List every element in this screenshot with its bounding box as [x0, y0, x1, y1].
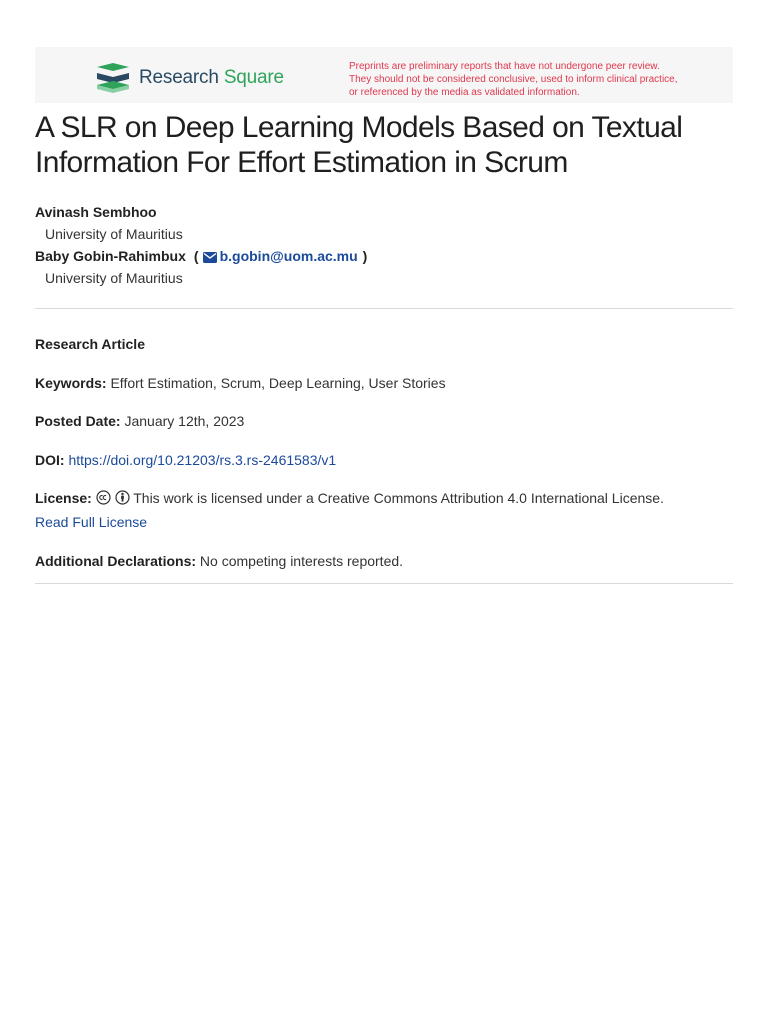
- declarations-row: [35, 549, 735, 573]
- disclaimer-line: Preprints are preliminary reports that have not undergone peer review.: [349, 61, 660, 72]
- license-label: License:: [35, 490, 92, 506]
- author-affiliation: University of Mauritius: [45, 226, 183, 242]
- paper-title: A SLR on Deep Learning Models Based on Textual Information For Effort Estimation in Scrum: [35, 111, 683, 179]
- author-name: Baby Gobin-Rahimbux: [35, 248, 186, 264]
- posted-date-label: Posted Date:: [35, 413, 121, 429]
- author-affiliation: University of Mauritius: [45, 270, 183, 286]
- read-full-license-link[interactable]: Read Full License: [35, 514, 148, 530]
- keywords-value: Effort Estimation, Scrum, Deep Learning, User Stories: [110, 375, 446, 391]
- open-paren: (: [193, 248, 199, 264]
- declarations-value: No competing interests reported.: [199, 553, 404, 569]
- author-name: Avinash Sembhoo: [35, 204, 157, 220]
- header-banner: [35, 47, 733, 103]
- preprint-disclaimer: [349, 60, 729, 99]
- divider: [35, 583, 733, 584]
- author-email: b.gobin@uom.ac.mu: [219, 248, 358, 264]
- creative-commons-icon: [96, 490, 111, 505]
- author-email-link[interactable]: [203, 248, 358, 264]
- keywords-label: Keywords:: [35, 375, 107, 391]
- research-square-logo[interactable]: [95, 63, 284, 93]
- close-paren: ): [362, 248, 368, 264]
- keywords-row: [35, 371, 735, 395]
- brand-name: [139, 67, 284, 89]
- license-row: [35, 486, 735, 534]
- disclaimer-line: or referenced by the media as validated information.: [349, 87, 580, 98]
- brand-name-square: Square: [223, 67, 284, 88]
- declarations-label: Additional Declarations:: [35, 553, 197, 569]
- posted-date-row: [35, 409, 735, 433]
- envelope-icon: [203, 252, 217, 263]
- brand-name-research: Research: [139, 67, 219, 88]
- posted-date-value: January 12th, 2023: [124, 413, 245, 429]
- license-text: This work is licensed under a Creative Commons Attribution 4.0 International License.: [133, 490, 664, 506]
- attribution-icon: [115, 490, 130, 505]
- divider: [35, 308, 733, 309]
- research-square-logo-icon: [95, 63, 131, 93]
- doi-label: DOI:: [35, 452, 65, 468]
- doi-link[interactable]: https://doi.org/10.21203/rs.3.rs-2461583/v1: [68, 452, 337, 468]
- doi-row: [35, 448, 735, 472]
- corresponding-author: [35, 247, 367, 265]
- disclaimer-line: They should not be considered conclusive, used to inform clinical practice,: [349, 74, 678, 85]
- article-type-label: Research Article: [35, 336, 145, 352]
- article-type: [35, 332, 735, 356]
- author-list: [35, 203, 367, 287]
